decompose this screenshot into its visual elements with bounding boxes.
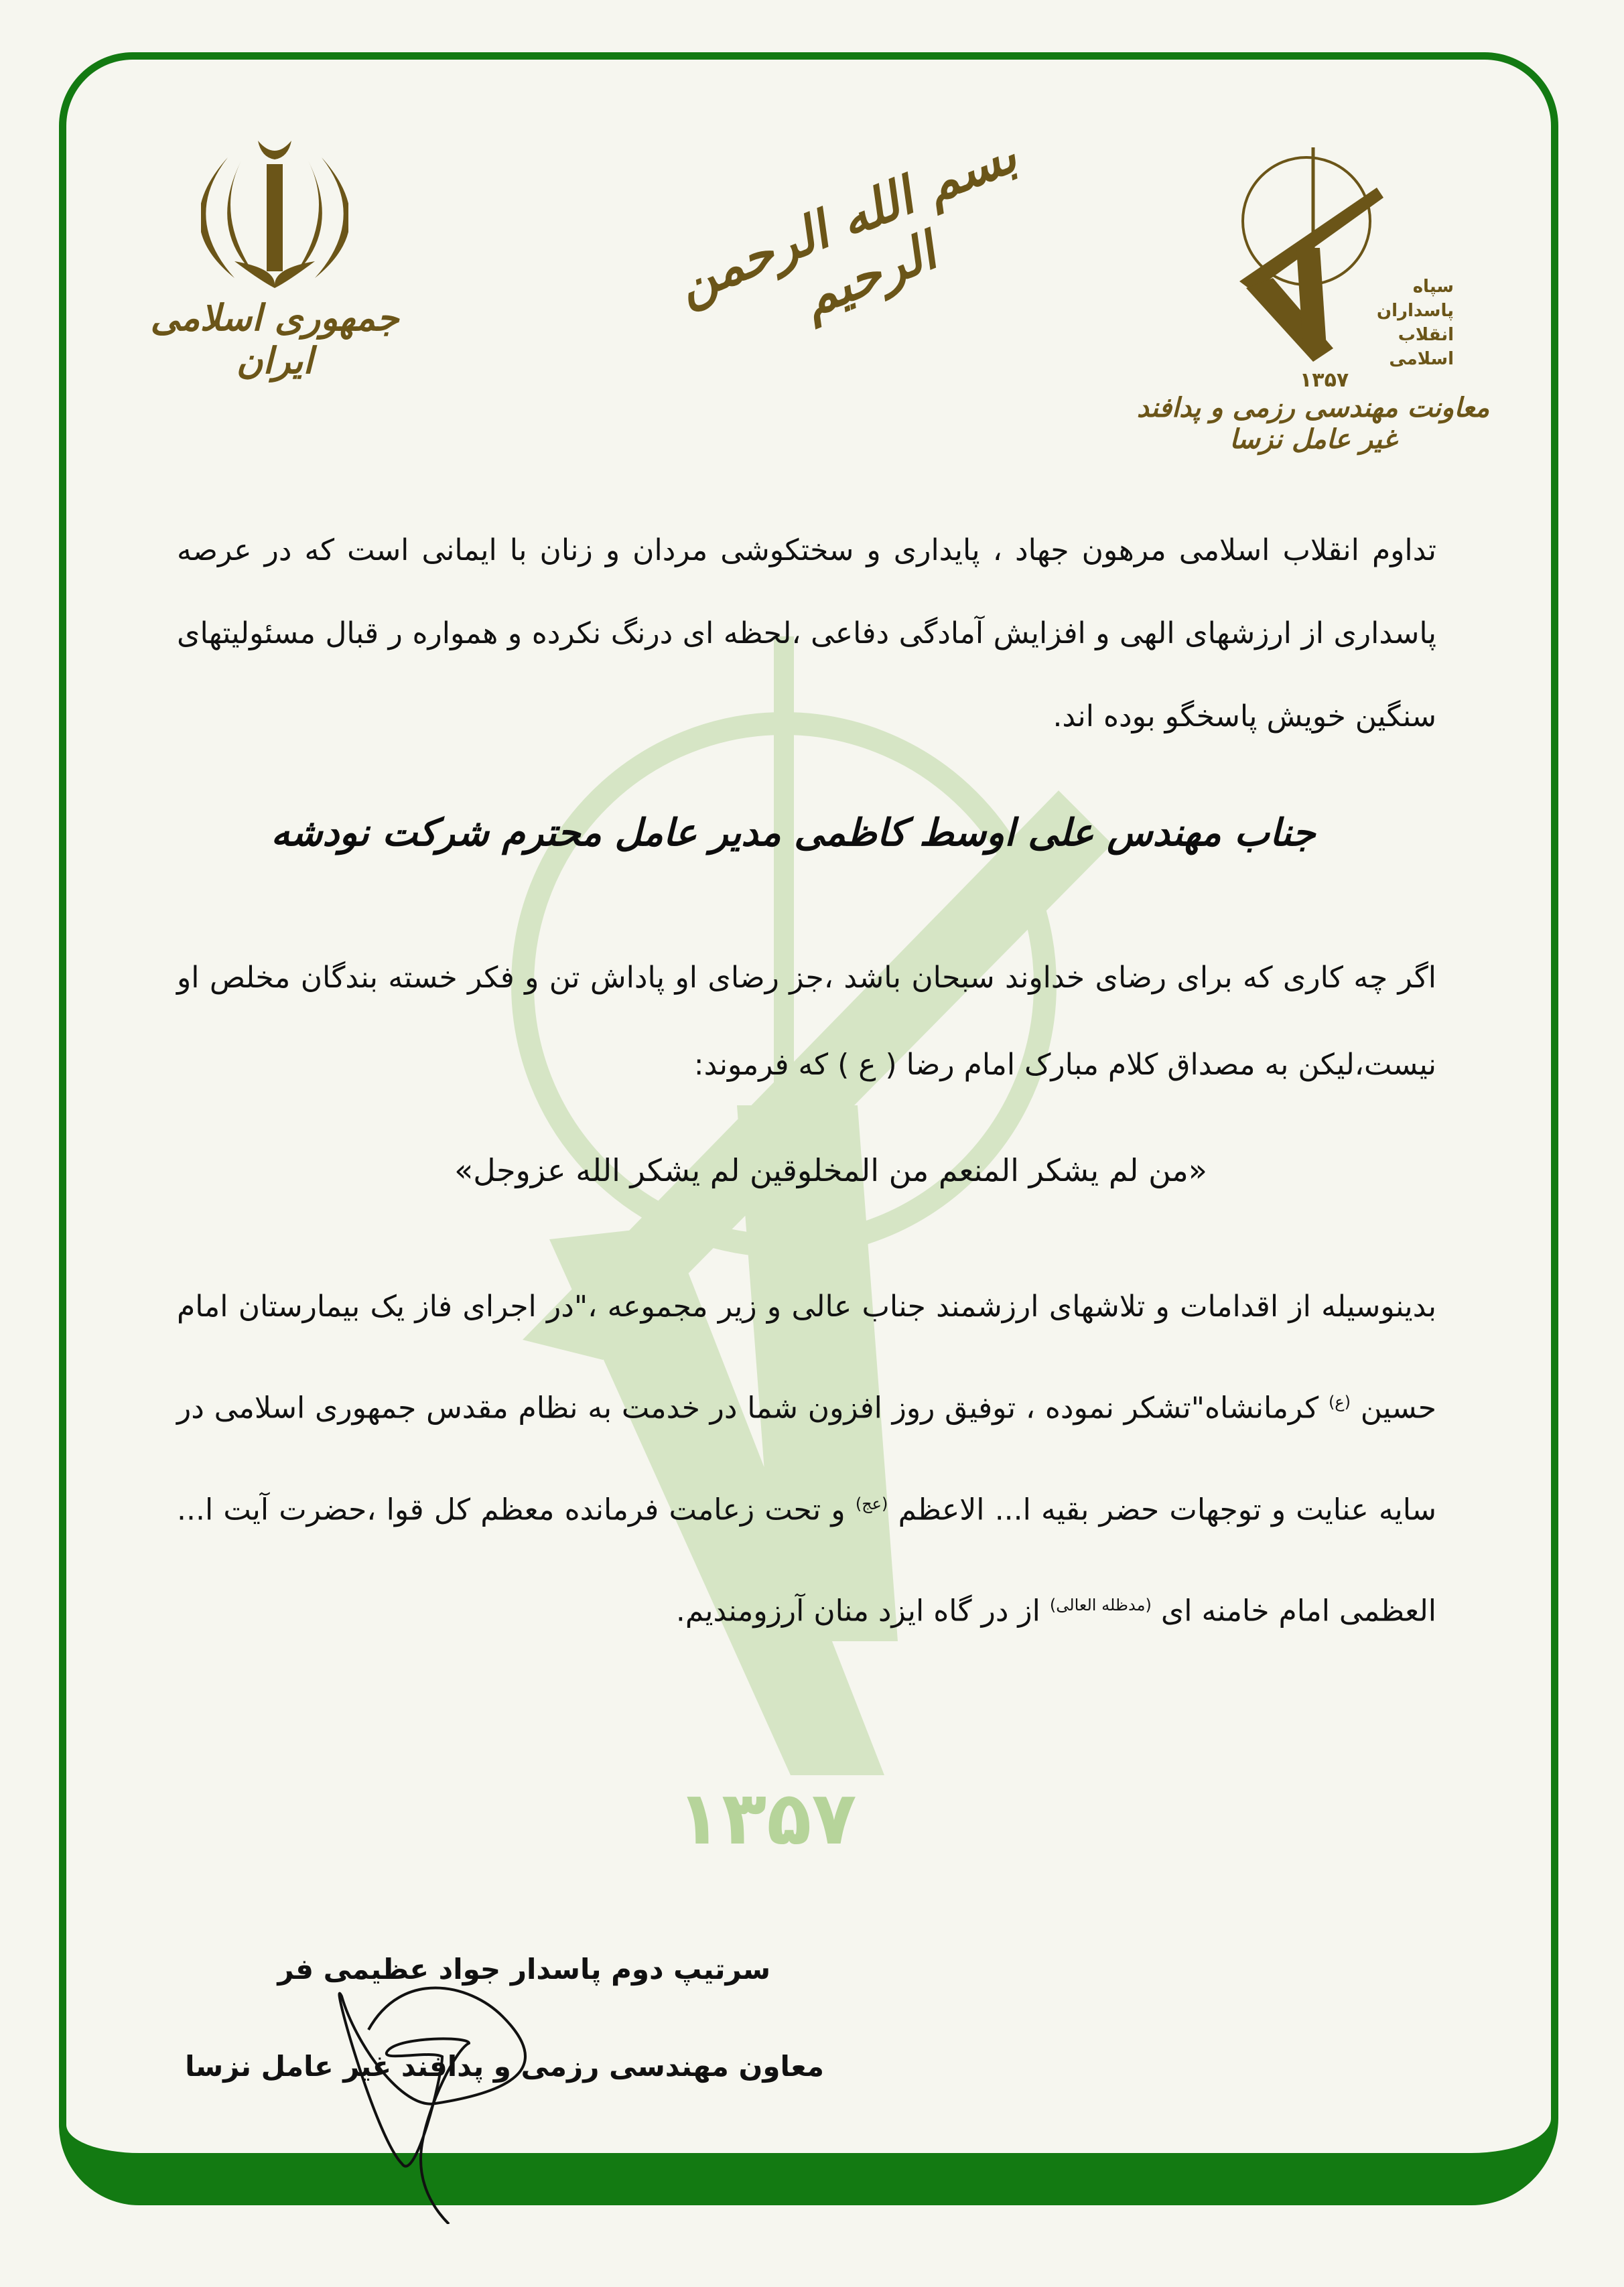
- gratitude-paragraph: اگر چه کاری که برای رضای خداوند سبحان باشد ،جز رضای او پاداش تن و فکر خسته بندگان مخلص او نیست،لیکن به مصداق کلام مبارک امام رضا ( ع ) که فرموند:: [177, 961, 1436, 1082]
- iran-emblem: [141, 134, 409, 389]
- hadith-quote: «من لم یشکر المنعم من المخلوقین لم یشکر الله عزوجل»: [454, 1152, 1207, 1188]
- irgc-caption: معاونت مهندسی رزمی و پدافند غیر عامل نزسا: [1136, 392, 1490, 455]
- irgc-year: ۱۳۵۷: [1300, 368, 1349, 392]
- iran-emblem-caption: جمهوری اسلامی ایران: [150, 296, 399, 382]
- basmala-text: بسم الله الرحمن الرحیم: [668, 124, 1025, 329]
- intro-paragraph: تداوم انقلاب اسلامی مرهون جهاد ، پایداری و سختکوشی مردان و زنان با ایمانی است که در عرصه پاسداری از ارزشهای الهی و افزایش آمادگی دفاعی ،لحظه ای درنگ نکرده و همواره ر قبال مسئولیتهای سنگین خویش پاسخگو بوده اند.: [177, 533, 1436, 734]
- irgc-side-text: سپاه پاسداران انقلاب اسلامی: [1376, 277, 1454, 369]
- watermark-year: ۱۳۵۷: [677, 1775, 857, 1861]
- irgc-emblem: [1233, 147, 1501, 415]
- honorific-madazilla: (مدظله العالی): [1049, 1596, 1152, 1615]
- signatory-title: معاون مهندسی رزمی و پدافند غیر عامل نزسا: [185, 2050, 824, 2083]
- signatory-name: سرتیپ دوم پاسدار جواد عظیمی فر: [277, 1953, 770, 1986]
- handwritten-signature-icon: [268, 1943, 616, 2224]
- iran-emblem-icon: [201, 134, 348, 288]
- irgc-emblem-icon: [1233, 147, 1394, 368]
- honorific-ain: (ع): [1328, 1393, 1351, 1411]
- addressee-line: جناب مهندس علی اوسط کاظمی مدیر عامل محترم شرکت نودشه: [271, 811, 1316, 855]
- honorific-aj: (عج): [855, 1494, 888, 1513]
- basmala-calligraphy: [668, 124, 1045, 409]
- thanks-paragraph: بدینوسیله از اقدامات و تلاشهای ارزشمند جناب عالی و زیر مجموعه ،"در اجرای فاز یک بیمارستان امام حسین $^{(ع)}$ کرمانشاه"تشکر نموده ، توفیق روز افزون شما در خدمت به نظام مقدس جمهوری اسلامی در سایه عنایت و توجهات حضر بقیه ا... الاعظم $^{(عج)}$ و تحت زعامت فرمانده معظم کل قوا ،حضرت آیت ا... العظمی امام خامنه ای $^{(مدظله العالی)}$ از در گاه ایزد منان آرزومندیم.: [177, 1290, 1436, 1628]
